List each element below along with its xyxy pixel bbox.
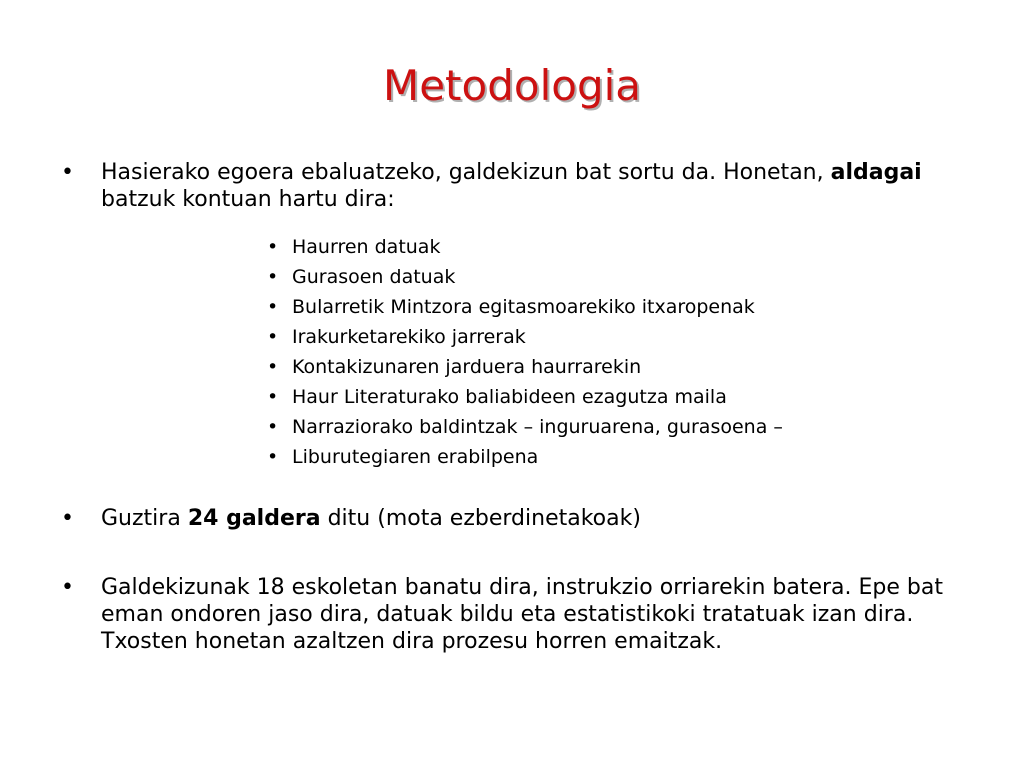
bullet-icon: • <box>267 446 279 468</box>
bullet-item-variables <box>61 159 961 219</box>
bullet-text-bold: aldagai <box>830 160 922 185</box>
bullet-text-part: ditu (mota ezberdinetakoak) <box>327 506 641 531</box>
bullet-icon: • <box>267 386 279 408</box>
bullet-icon: • <box>267 416 279 438</box>
bullet-item-questions <box>61 505 961 535</box>
bullet-text-part: Guztira <box>101 506 181 531</box>
bullet-text-part: Hasierako egoera ebaluatzeko, galdekizun bat sortu da. Honetan, <box>101 160 824 185</box>
sublist-item: • Narraziorako baldintzak – inguruarena, gurasoena – <box>267 412 967 442</box>
bullet-item-distribution <box>61 574 961 694</box>
slide-title: Metodologia <box>382 61 642 110</box>
bullet-text-part: batzuk kontuan hartu dira: <box>101 187 395 212</box>
bullet-icon: • <box>267 266 279 288</box>
sublist-item: • Irakurketarekiko jarrerak <box>267 322 967 352</box>
sublist-item: • Haur Literaturako baliabideen ezagutza maila <box>267 382 967 412</box>
bullet-icon: • <box>267 326 279 348</box>
sublist-item: • Gurasoen datuak <box>267 262 967 292</box>
bullet-icon: • <box>267 356 279 378</box>
bullet-icon: • <box>61 160 74 185</box>
bullet-text-bold: 24 galdera <box>187 506 321 531</box>
bullet-icon: • <box>61 575 74 600</box>
sublist-item: • Haurren datuak <box>267 232 967 262</box>
sublist-item: • Liburutegiaren erabilpena <box>267 442 967 472</box>
bullet-text <box>101 159 961 213</box>
sublist-item: • Bularretik Mintzora egitasmoarekiko itxaropenak <box>267 292 967 322</box>
bullet-text <box>101 505 961 532</box>
bullet-text: Galdekizunak 18 eskoletan banatu dira, instrukzio orriarekin batera. Epe bat eman ondoren jaso dira, datuak bildu eta estatistikoki tratatuak izan dira. Txosten honetan azaltzen dira prozesu horren emaitzak. <box>101 575 943 654</box>
variables-sublist <box>267 232 967 472</box>
bullet-icon: • <box>267 236 279 258</box>
sublist-item: • Kontakizunaren jarduera haurrarekin <box>267 352 967 382</box>
bullet-icon: • <box>61 506 74 531</box>
bullet-icon: • <box>267 296 279 318</box>
